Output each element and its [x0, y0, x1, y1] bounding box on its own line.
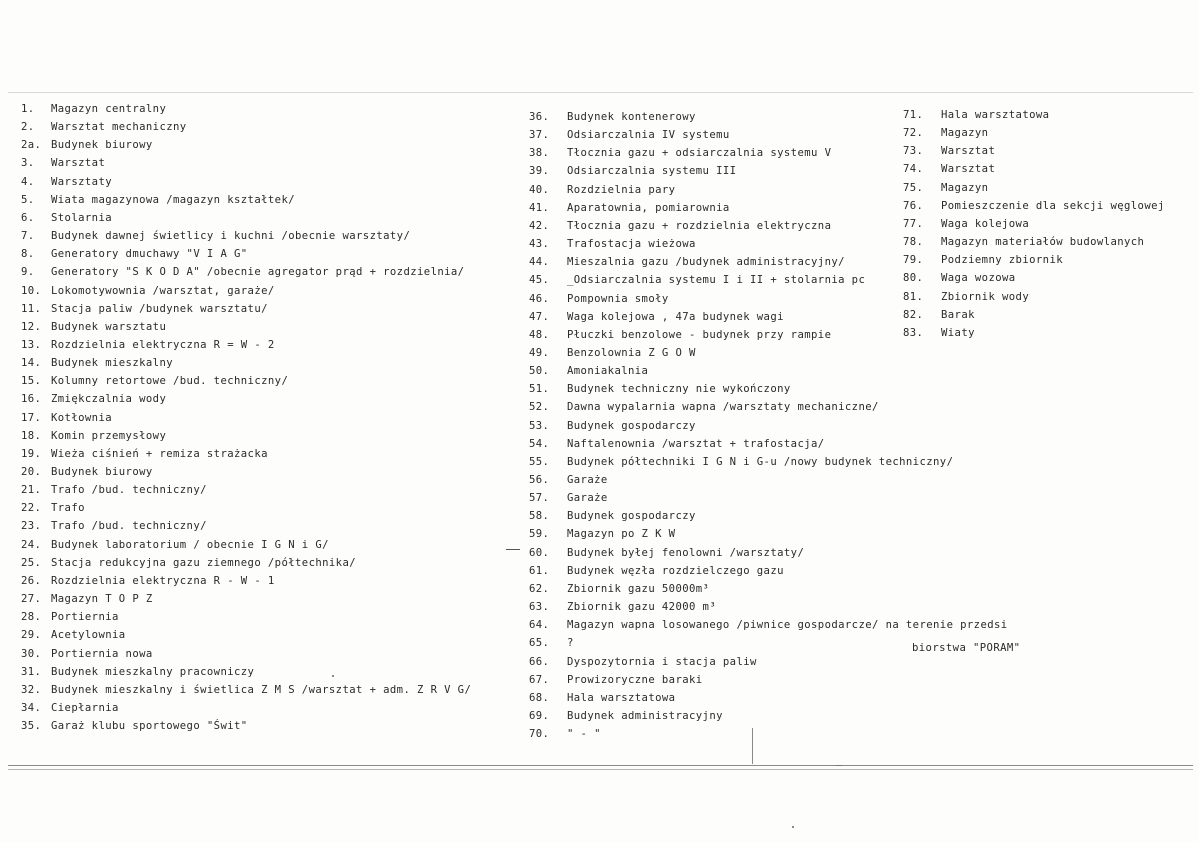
entry-label: Budynek dawnej świetlicy i kuchni /obecnie warsztaty/: [51, 230, 411, 243]
entry-number: 61.: [529, 564, 550, 577]
entry-number: 2.: [21, 121, 35, 134]
entry-number: 67.: [529, 673, 550, 686]
entry-label: Garaże: [567, 492, 608, 505]
entry-number: 42.: [529, 219, 550, 232]
entry-label: Budynek techniczny nie wykończony: [567, 383, 791, 396]
entry-label: Magazyn po Z K W: [567, 528, 676, 541]
entry-number: 8.: [21, 248, 35, 261]
entry-label: Komin przemysłowy: [51, 429, 167, 442]
entry-number: 23.: [21, 520, 42, 533]
legend-entry: [529, 673, 703, 687]
legend-entry: [529, 201, 730, 215]
entry-label: Naftalenownia /warsztat + trafostacja/: [567, 437, 825, 450]
legend-entry: [529, 546, 804, 560]
legend-entry: [21, 429, 166, 443]
legend-entry: [21, 701, 119, 715]
entry-number: 66.: [529, 655, 550, 668]
legend-entry: [529, 400, 879, 414]
legend-entry: [21, 538, 329, 552]
legend-entry: [903, 108, 1049, 122]
legend-entry: [21, 501, 85, 515]
entry-number: 32.: [21, 683, 42, 696]
legend-entry: [529, 582, 709, 596]
entry-number: 29.: [21, 629, 42, 642]
entry-label: Trafo: [51, 502, 85, 515]
entry-number: 68.: [529, 691, 550, 704]
entry-label: Kotłownia: [51, 411, 113, 424]
legend-entry: [21, 610, 119, 624]
entry-label: Acetylownia: [51, 629, 126, 642]
legend-entry: [21, 265, 464, 279]
legend-entry: [21, 356, 173, 370]
margin-dash: [506, 549, 520, 550]
entry-number: 53.: [529, 419, 550, 432]
entry-label: Waga wozowa: [941, 272, 1016, 285]
entry-number: 30.: [21, 647, 42, 660]
legend-entry: [529, 164, 736, 178]
entry-number: 25.: [21, 556, 42, 569]
entry-number: 9.: [21, 266, 35, 279]
entry-number: 69.: [529, 709, 550, 722]
entry-number: 4.: [21, 175, 35, 188]
entry-label: Budynek biurowy: [51, 139, 153, 152]
entry-number: 65.: [529, 637, 550, 650]
entry-label: Rozdzielnia elektryczna R - W - 1: [51, 574, 275, 587]
legend-entry: [903, 326, 975, 340]
bracket-line: [752, 728, 753, 764]
entry-number: 22.: [21, 502, 42, 515]
legend-entry: [21, 574, 275, 588]
entry-label: _Odsiarczalnia systemu I i II + stolarnia pc: [567, 274, 866, 287]
legend-entry: [21, 447, 268, 461]
entry-label: Dawna wypalarnia wapna /warsztaty mechaniczne/: [567, 401, 879, 414]
entry-number: 43.: [529, 238, 550, 251]
legend-entry: [529, 636, 574, 650]
legend-entry: [21, 193, 295, 207]
legend-entry: [903, 217, 1029, 231]
entry-number: 78.: [903, 236, 924, 249]
entry-label: Budynek mieszkalny: [51, 357, 174, 370]
legend-entry: [529, 219, 831, 233]
legend-entry: [529, 618, 1008, 632]
legend-entry: [21, 284, 275, 298]
entry-label: Budynek biurowy: [51, 466, 153, 478]
entry-label: Warsztat: [51, 157, 106, 170]
legend-entry: [529, 455, 953, 469]
entry-number: 50.: [529, 365, 550, 378]
entry-label: Amoniakalnia: [567, 365, 649, 378]
legend-entry: [529, 691, 675, 705]
entry-number: 24.: [21, 538, 42, 551]
ink-speck: [332, 675, 334, 677]
entry-number: 77.: [903, 217, 924, 230]
legend-entry: [21, 247, 248, 261]
entry-label: Tłocznia gazu + odsiarczalnia systemu V: [567, 147, 832, 160]
legend-entry: [21, 392, 166, 406]
entry-label: Mieszalnia gazu /budynek administracyjny/: [567, 256, 845, 269]
entry-number: 5.: [21, 193, 35, 206]
entry-label: Magazyn T O P Z: [51, 593, 153, 606]
entry-label: Prowizoryczne baraki: [567, 673, 703, 686]
entry-number: 76.: [903, 199, 924, 212]
entry-number: 16.: [21, 393, 42, 406]
entry-label: Stacja redukcyjna gazu ziemnego /półtechnika/: [51, 556, 357, 569]
legend-entry: [529, 183, 675, 197]
legend-entry: [21, 338, 275, 352]
entry-label: Garaż klubu sportowego "Świt": [51, 720, 248, 733]
entry-number: 83.: [903, 326, 924, 339]
entry-number: 80.: [903, 272, 924, 285]
entry-label: Warsztaty: [51, 175, 113, 188]
legend-entry: [529, 364, 648, 378]
legend-entry: [21, 665, 254, 679]
entry-number: 70.: [529, 728, 550, 741]
entry-label: Podziemny zbiornik: [941, 254, 1064, 267]
ink-speck: [792, 826, 794, 828]
entry-number: 75.: [903, 181, 924, 194]
entry-number: 71.: [903, 109, 924, 121]
entry-label: Stolarnia: [51, 211, 113, 224]
legend-entry: [529, 564, 784, 578]
legend-entry: [903, 271, 1016, 285]
entry-label: Zmiękczalnia wody: [51, 393, 167, 406]
entry-number: 3.: [21, 157, 35, 170]
entry-number: 11.: [21, 302, 42, 315]
item-64-continuation: biorstwa "PORAM": [912, 642, 1021, 654]
entry-number: 35.: [21, 720, 42, 733]
entry-label: Barak: [941, 308, 975, 321]
entry-number: 57.: [529, 492, 550, 505]
legend-entry: [21, 374, 288, 388]
entry-number: 7.: [21, 230, 35, 243]
legend-entry: [903, 235, 1144, 249]
entry-label: Wieża ciśnień + remiza strażacka: [51, 447, 268, 460]
entry-number: 62.: [529, 582, 550, 595]
entry-label: Budynek warsztatu: [51, 320, 167, 333]
entry-label: Trafo /bud. techniczny/: [51, 484, 207, 497]
legend-entry: [903, 144, 995, 158]
entry-number: 2a.: [21, 139, 42, 152]
entry-number: 12.: [21, 320, 42, 333]
legend-entry: [21, 519, 207, 533]
entry-label: Budynek mieszkalny pracowniczy: [51, 665, 255, 678]
legend-entry: [21, 156, 105, 170]
entry-number: 36.: [529, 111, 550, 123]
entry-number: 73.: [903, 145, 924, 158]
entry-number: 74.: [903, 163, 924, 176]
entry-number: 48.: [529, 328, 550, 341]
entry-number: 40.: [529, 183, 550, 196]
entry-label: Hala warsztatowa: [567, 691, 676, 704]
legend-entry: [529, 509, 696, 523]
legend-entry: [529, 655, 757, 669]
legend-entry: [903, 181, 988, 195]
legend-entry: [529, 727, 601, 741]
legend-entry: [21, 120, 187, 134]
entry-number: 17.: [21, 411, 42, 424]
legend-entry: [21, 102, 166, 116]
entry-label: Odsiarczalnia IV systemu: [567, 129, 730, 142]
entry-label: Budynek laboratorium / obecnie I G N i G/: [51, 538, 329, 551]
entry-label: Waga kolejowa , 47a budynek wagi: [567, 310, 784, 323]
entry-number: 45.: [529, 274, 550, 287]
entry-number: 55.: [529, 455, 550, 468]
entry-label: Rozdzielnia pary: [567, 183, 676, 196]
entry-number: 47.: [529, 310, 550, 323]
bottom-tick: [836, 765, 842, 766]
entry-number: 59.: [529, 528, 550, 541]
entry-label: Portiernia nowa: [51, 647, 153, 660]
legend-entry: [529, 600, 716, 614]
entry-label: Magazyn materiałów budowlanych: [941, 236, 1145, 249]
legend-entry: [529, 491, 608, 505]
legend-entry: [529, 110, 696, 124]
entry-number: 79.: [903, 254, 924, 267]
legend-entry: [903, 308, 975, 322]
entry-label: Kolumny retortowe /bud. techniczny/: [51, 375, 289, 388]
entry-number: 14.: [21, 357, 42, 370]
legend-entry: [903, 253, 1063, 267]
entry-label: Płuczki benzolowe - budynek przy rampie: [567, 328, 832, 341]
entry-number: 56.: [529, 474, 550, 486]
legend-entry: [903, 162, 995, 176]
entry-label: Generatory "S K O D A" /obecnie agregator prąd + rozdzielnia/: [51, 266, 465, 279]
legend-entry: [21, 175, 112, 189]
entry-number: 18.: [21, 429, 42, 442]
entry-number: 52.: [529, 401, 550, 414]
legend-entry: [529, 255, 845, 269]
entry-label: " - ": [567, 728, 601, 741]
legend-entry: [21, 229, 410, 243]
entry-label: Budynek administracyjny: [567, 709, 723, 722]
entry-label: Zbiornik gazu 50000m³: [567, 582, 710, 595]
entry-number: 39.: [529, 165, 550, 178]
entry-label: Warsztat: [941, 145, 996, 158]
legend-entry: [529, 382, 791, 396]
entry-number: 20.: [21, 466, 42, 478]
entry-label: Pompownia smoły: [567, 292, 669, 305]
legend-entry: [21, 211, 112, 225]
entry-number: 27.: [21, 593, 42, 606]
legend-entry: [21, 719, 248, 733]
legend-entry: [529, 346, 696, 360]
entry-label: Budynek gospodarczy: [567, 510, 696, 523]
entry-number: 15.: [21, 375, 42, 388]
entry-label: Trafostacja wieżowa: [567, 238, 696, 251]
entry-label: Rozdzielnia elektryczna R = W - 2: [51, 338, 275, 351]
legend-entry: [529, 310, 784, 324]
entry-label: Warsztat mechaniczny: [51, 121, 187, 134]
entry-number: 13.: [21, 338, 42, 351]
legend-entry: [529, 437, 825, 451]
legend-entry: [529, 328, 831, 342]
legend-entry: [21, 465, 153, 479]
entry-label: Zbiornik gazu 42000 m³: [567, 601, 717, 614]
entry-label: Aparatownia, pomiarownia: [567, 201, 730, 214]
legend-entry: [529, 128, 730, 142]
legend-entry: [21, 592, 153, 606]
legend-entry: [21, 647, 153, 661]
legend-entry: [529, 527, 675, 541]
entry-number: 19.: [21, 447, 42, 460]
legend-entry: [21, 302, 268, 316]
entry-number: 26.: [21, 574, 42, 587]
legend-entry: [21, 320, 166, 334]
entry-label: Budynek byłej fenolowni /warsztaty/: [567, 546, 805, 559]
entry-label: Lokomotywownia /warsztat, garaże/: [51, 284, 275, 297]
entry-label: Magazyn: [941, 181, 989, 194]
legend-entry: [529, 273, 865, 287]
entry-label: Budynek węzła rozdzielczego gazu: [567, 564, 784, 577]
entry-number: 21.: [21, 484, 42, 497]
entry-label: Waga kolejowa: [941, 217, 1030, 230]
entry-label: Odsiarczalnia systemu III: [567, 165, 737, 178]
entry-label: ?: [567, 637, 574, 650]
entry-label: Budynek półtechniki I G N i G-u /nowy budynek techniczny/: [567, 455, 954, 468]
legend-entry: [529, 237, 696, 251]
entry-label: Magazyn wapna losowanego /piwnice gospodarcze/ na terenie przedsi: [567, 619, 1008, 632]
entry-label: Pomieszczenie dla sekcji węglowej: [941, 199, 1165, 212]
entry-number: 37.: [529, 129, 550, 142]
entry-label: Garaże: [567, 474, 608, 486]
entry-number: 38.: [529, 147, 550, 160]
entry-label: Trafo /bud. techniczny/: [51, 520, 207, 533]
legend-entry: [903, 199, 1165, 213]
entry-number: 10.: [21, 284, 42, 297]
entry-number: 72.: [903, 127, 924, 140]
entry-number: 49.: [529, 346, 550, 359]
entry-number: 63.: [529, 601, 550, 614]
entry-label: Stacja paliw /budynek warsztatu/: [51, 302, 268, 315]
entry-number: 58.: [529, 510, 550, 523]
entry-label: Budynek mieszkalny i świetlica Z M S /warsztat + adm. Z R V G/: [51, 683, 472, 696]
entry-label: Warsztat: [941, 163, 996, 176]
entry-label: Magazyn centralny: [51, 103, 167, 115]
entry-label: Portiernia: [51, 611, 119, 624]
entry-number: 51.: [529, 383, 550, 396]
legend-entry: [529, 292, 669, 306]
entry-label: Magazyn: [941, 127, 989, 140]
entry-number: 1.: [21, 103, 35, 115]
entry-number: 60.: [529, 546, 550, 559]
legend-entry: [21, 556, 356, 570]
legend-entry: [529, 473, 608, 487]
legend-entry: [529, 146, 831, 160]
legend-entry: [529, 709, 723, 723]
legend-entry: [903, 126, 988, 140]
entry-label: Generatory dmuchawy "V I A G": [51, 248, 248, 261]
entry-label: Wiata magazynowa /magazyn kształtek/: [51, 193, 296, 206]
entry-number: 28.: [21, 611, 42, 624]
entry-number: 46.: [529, 292, 550, 305]
legend-entry: [529, 419, 696, 433]
entry-number: 34.: [21, 701, 42, 714]
entry-label: Wiaty: [941, 326, 975, 339]
entry-label: Zbiornik wody: [941, 290, 1030, 303]
entry-number: 81.: [903, 290, 924, 303]
legend-entry: [903, 290, 1029, 304]
entry-label: Benzolownia Z G O W: [567, 346, 696, 359]
entry-number: 54.: [529, 437, 550, 450]
legend-entry: [21, 683, 471, 697]
entry-label: Hala warsztatowa: [941, 109, 1050, 121]
entry-label: Ciepłarnia: [51, 701, 119, 714]
entry-number: 6.: [21, 211, 35, 224]
entry-label: Budynek kontenerowy: [567, 111, 696, 123]
entry-number: 41.: [529, 201, 550, 214]
entry-label: Dyspozytornia i stacja paliw: [567, 655, 757, 668]
legend-entry: [21, 483, 207, 497]
entry-label: Budynek gospodarczy: [567, 419, 696, 432]
entry-number: 31.: [21, 665, 42, 678]
entry-number: 44.: [529, 256, 550, 269]
entry-number: 82.: [903, 308, 924, 321]
entry-number: 64.: [529, 619, 550, 632]
legend-entry: [21, 411, 112, 425]
legend-entry: [21, 138, 153, 152]
entry-label: Tłocznia gazu + rozdzielnia elektryczna: [567, 219, 832, 232]
legend-entry: [21, 628, 126, 642]
